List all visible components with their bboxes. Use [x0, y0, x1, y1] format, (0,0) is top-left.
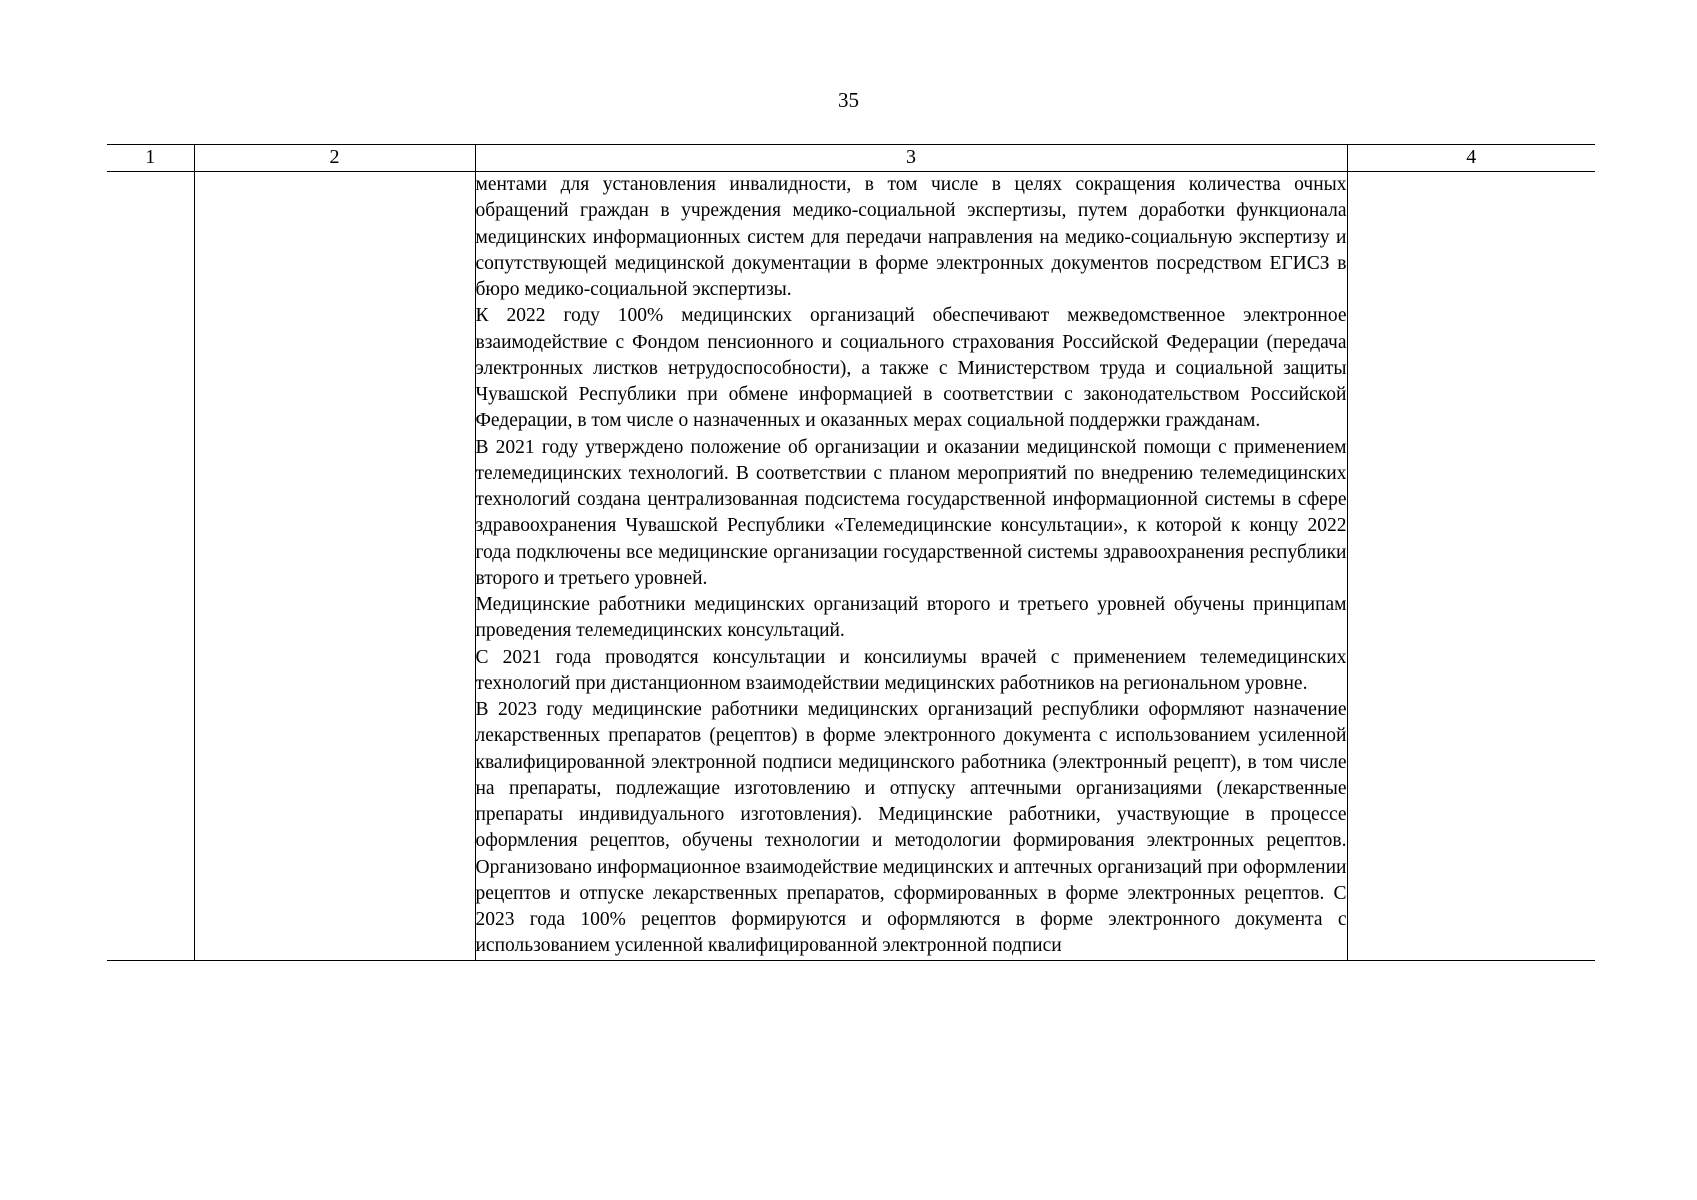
- column-header-2: 2: [194, 145, 475, 172]
- column-header-1: 1: [107, 145, 194, 172]
- paragraph: В 2021 году утверждено положение об организации и оказании медицинской помощи с применением телемедицинских технологий. В соответствии с планом мероприятий по внедрению телемедицинских технологий создана централизованная подсистема государственной информационной системы в сфере здравоохранения Чувашской Республики «Телемедицинские консультации», к которой к концу 2022 года подключены все медицинские организации государственной системы здравоохранения республики второго и третьего уровней.: [475, 436, 1347, 589]
- document-table: [107, 144, 1595, 961]
- cell-col2: [194, 172, 475, 961]
- cell-col1: [107, 172, 194, 961]
- cell-col4: [1347, 172, 1595, 961]
- table-row: [107, 172, 1595, 961]
- paragraph: Медицинские работники медицинских организаций второго и третьего уровней обучены принципам проведения телемедицинских консультаций.: [475, 594, 1347, 642]
- column-header-4: 4: [1347, 145, 1595, 172]
- paragraph: К 2022 году 100% медицинских организаций обеспечивают межведомственное электронное взаимодействие с Фондом пенсионного и социального страхования Российской Федерации (передача электронных листков нетрудоспособности), а также с Министерством труда и социальной защиты Чувашской Республики при обмене информацией в соответствии с законодательством Российской Федерации, в том числе о назначенных и оказанных мерах социальной поддержки гражданам.: [475, 305, 1347, 432]
- cell-col3: [475, 172, 1347, 961]
- table-header-row: [107, 145, 1595, 172]
- paragraph: С 2021 года проводятся консультации и консилиумы врачей с применением телемедицинских технологий при дистанционном взаимодействии медицинских работников на региональном уровне.: [475, 646, 1347, 694]
- column-header-3: 3: [475, 145, 1347, 172]
- paragraph: В 2023 году медицинские работники медицинских организаций республики оформляют назначение лекарственных препаратов (рецептов) в форме электронного документа с использованием усиленной квалифицированной электронной подписи медицинского работника (электронный рецепт), в том числе на препараты, подлежащие изготовлению и отпуску аптечными организациями (лекарственные препараты индивидуального изготовления). Медицинские работники, участвующие в процессе оформления рецептов, обучены технологии и методологии формирования электронных рецептов. Организовано информационное взаимодействие медицинских и аптечных организаций при оформлении рецептов и отпуске лекарственных препаратов, сформированных в форме электронных рецептов. С 2023 года 100% рецептов формируются и оформляются в форме электронного документа с использованием усиленной квалифицированной электронной подписи: [475, 699, 1347, 957]
- paragraph: ментами для установления инвалидности, в том числе в целях сокращения количества очных обращений граждан в учреждения медико-социальной экспертизы, путем доработки функционала медицинских информационных систем для передачи направления на медико-социальную экспертизу и сопутствующей медицинской документации в форме электронных документов посредством ЕГИСЗ в бюро медико-социальной экспертизы.: [475, 174, 1347, 300]
- page-number: 35: [838, 88, 859, 112]
